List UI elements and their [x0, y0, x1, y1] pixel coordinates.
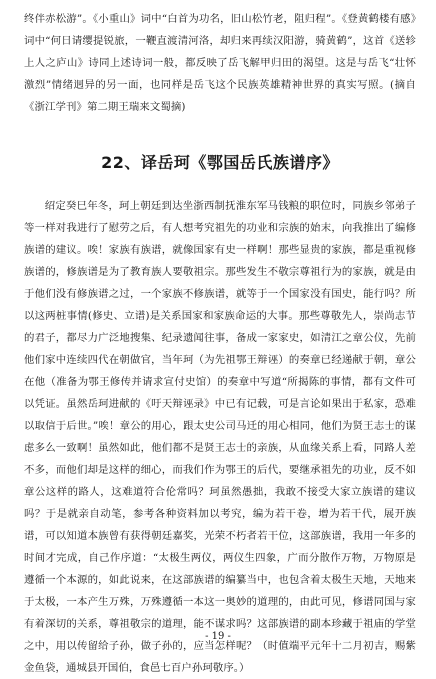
page-number: - 19 -: [205, 631, 231, 642]
intro-paragraph: 终伴赤松游”。《小重山》词中“白首为功名，旧山松竹老，阻归程”。《登黄鹤楼有感》词中“何日请缨提锐旅，一鞭直渡清河洛，却归来再续汉阳游，骑黄鹤”，这首《送轸上人之庐山》诗同上述诗词一般，都反映了岳飞解甲归田的渴望。这是与岳飞“壮怀激烈”情绪迥异的另一面，也同样是岳飞这个民族英雄精神世界的真实写照。(摘自《浙江学刊》第二期王瑞来文蜀摘): [24, 13, 416, 113]
body-paragraph: 绍定癸巳年冬，珂上朝廷到达坐浙西制抚淮东军马钱粮的职位时，同族乡邻弟子等一样对我进行了慰劳之后，有人想考究祖先的功业和宗族的始末，向我推出了编修族谱的建议。唉！家族有族谱，就像国家有史一样啊！那些显贵的家族，都是重视修族谱的，修族谱是为了教育族人要敬祖宗。那些发生不敬宗尊祖行为的家族，就是由于他们没有修族谱之过，一个家族不修族谱，就等于一个国家没有国史，能行吗？所以这两桩事情(修史、立谱)是关系国家和家族命运的大事。那些尊敬先人，崇尚志节的君子，都尽力广泛地搜集、纪录遗闻往事，备成一家家史，如清江之章公仪，先前他们家中连续四代在朝做官，当年珂（为先祖鄂王辩诬）的奏章已经递献于朝，章公在他（准备为鄂王修传并请求宣付史馆）的奏章中写道“所揭陈的事情，都有文件可以凭证。虽然岳珂进献的《吁天辩诬录》中已有记载，可是言论如果出于私家，恐难以取信于后世。”唉！章公的用心，跟太史公司马迁的用心相同，他们为贤王志士的谋虑多么一致啊！虽然如此，他们都不是贤王志士的亲族，从血缘关系上看，同路人差不多，而他们却是这样的细心，而我们作为鄂王的后代，要继承祖先的功业，反不如章公这样的路人，这难道符合伦常吗？珂虽然愚拙，我敢不接受大家立族谱的建议吗？于是就亲自动笔，参考各种资料加以考究，编为若干卷，增为若干代，展开族谱，可以知道本族曾有获得朝廷嘉奖，光荣不朽者若干位，这部族谱，我用一年多的时间才完成，自己作序道：“太极生两仪，两仪生四象，广而分散作万物，万物原是遵循一个本源的，如此说来，在这部族谱的编纂当中，也包含着太极生天地，天地来于太极，一本产生万殊，万殊遵循一本这一奥妙的道理的，由此可见，修谱同国与家有着深切的关系，尊祖敬宗的道理，能不谋求吗？这部族谱的副本珍藏于祖庙的学堂之中，用以传留给子孙，做子孙的，应当怎样呢？（时值端平元年十二月初吉，赐紫金鱼袋，通城县开国伯，食邑七百户孙珂敬序。）: [24, 200, 416, 674]
body-section: [24, 195, 416, 679]
intro-section: [24, 8, 416, 118]
section-title: 22、译岳珂《鄂国岳氏族谱序》: [101, 153, 339, 172]
